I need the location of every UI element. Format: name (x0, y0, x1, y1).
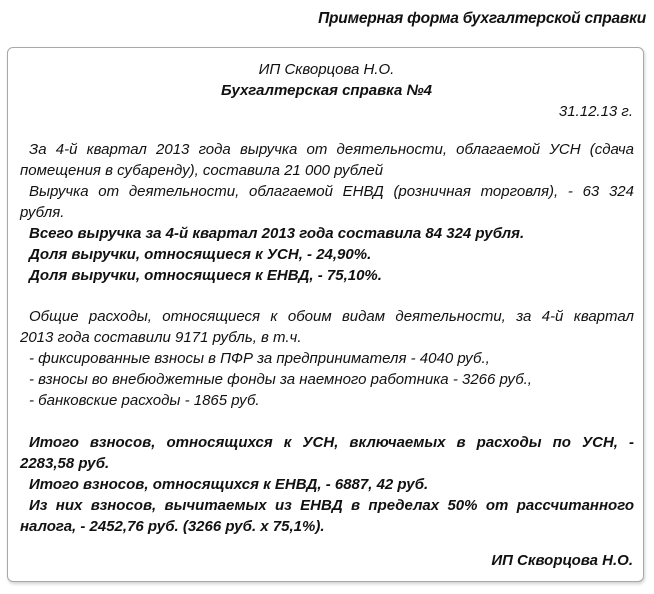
usn-contributions-amount: 2283,58 руб. (20, 455, 110, 472)
expense-item: - взносы во внебюджетные фонды за наемного работника - 3266 руб., (29, 371, 532, 388)
usn-contributions: Итого взносов, относящихся к УСН, включаемых в расходы по УСН, - (29, 434, 634, 451)
accounting-certificate (7, 47, 644, 582)
text-line: рубля. (20, 204, 65, 221)
expense-item: - фиксированные взносы в ПФР за предпринимателя - 4040 руб., (29, 350, 490, 367)
text-line: За 4-й квартал 2013 года выручка от деятельности, облагаемой УСН (сдача (29, 141, 634, 158)
text-line: Выручка от деятельности, облагаемой ЕНВД (розничная торговля), - 63 324 (29, 183, 634, 200)
total-revenue: Всего выручка за 4-й квартал 2013 года составила 84 324 рубля. (29, 225, 525, 242)
text-line: помещения в субаренду), составила 21 000 рублей (20, 162, 384, 179)
page-heading: Примерная форма бухгалтерской справки (318, 10, 646, 27)
signature: ИП Скворцова Н.О. (491, 552, 633, 569)
envd-contributions: Итого взносов, относящихся к ЕНВД, - 6887, 42 руб. (29, 476, 429, 493)
certificate-date: 31.12.13 г. (558, 103, 633, 120)
deductible-contributions: Из них взносов, вычитаемых из ЕНВД в пределах 50% от рассчитанного (29, 497, 634, 514)
entrepreneur-name: ИП Скворцова Н.О. (258, 61, 395, 78)
expense-item: - банковские расходы - 1865 руб. (29, 392, 260, 409)
envd-share: Доля выручки, относящиеся к ЕНВД, - 75,10%. (29, 267, 382, 284)
text-line: 2013 года составили 9171 рубль, в т.ч. (20, 329, 302, 346)
deductible-contributions-amount: налога, - 2452,76 руб. (3266 руб. х 75,1%). (20, 518, 325, 535)
certificate-title: Бухгалтерская справка №4 (221, 82, 432, 99)
usn-share: Доля выручки, относящиеся к УСН, - 24,90%. (29, 246, 372, 263)
text-line: Общие расходы, относящиеся к обоим видам деятельности, за 4-й квартал (29, 308, 634, 325)
